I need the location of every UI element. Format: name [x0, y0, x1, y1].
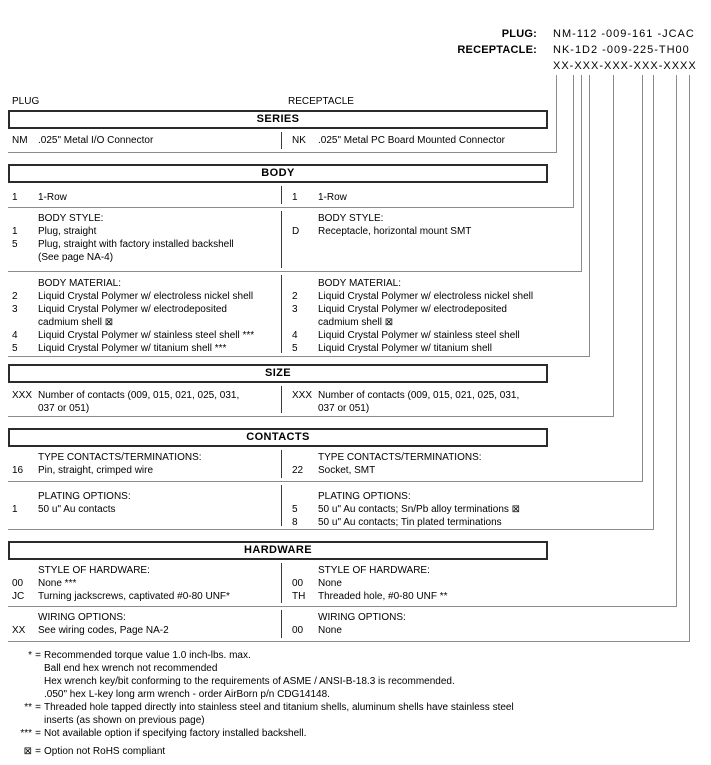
option-text: Liquid Crystal Polymer w/ electroless nickel shell [38, 291, 254, 302]
footnote-line: Ball end hex wrench not recommended [44, 663, 218, 674]
option-text: BODY MATERIAL: [318, 278, 401, 289]
column-divider [281, 132, 282, 149]
option-code: XXX [292, 390, 313, 401]
option-code [8, 316, 38, 329]
option-text: Pin, straight, crimped wire [38, 465, 154, 476]
option-row-body-material [8, 272, 548, 357]
option-text: PLATING OPTIONS: [318, 491, 411, 502]
column-divider [281, 386, 282, 413]
option-line [8, 464, 280, 477]
option-line [8, 342, 280, 355]
option-code [284, 277, 318, 290]
option-code [8, 251, 38, 264]
footnote [8, 727, 514, 740]
option-code: 1 [12, 504, 18, 515]
option-code [8, 451, 38, 464]
option-text: 037 or 051) [318, 403, 370, 414]
footnote-equals: = [35, 702, 41, 713]
option-line [8, 611, 280, 624]
option-text: BODY STYLE: [318, 213, 384, 224]
option-code: 1 [12, 226, 18, 237]
footnote-line: Recommended torque value 1.0 inch-lbs. max. [44, 650, 251, 661]
section-header-size [8, 364, 548, 383]
connector-line-contact-type [547, 75, 643, 482]
option-text: Liquid Crystal Polymer w/ electroless nickel shell [318, 291, 534, 302]
option-text: (See page NA-4) [38, 252, 114, 263]
section-header-contacts [8, 428, 548, 447]
option-code: 22 [292, 465, 304, 476]
option-line [284, 503, 548, 516]
option-text: Socket, SMT [318, 465, 376, 476]
receptacle-options-cell [284, 451, 548, 477]
option-line [8, 451, 280, 464]
option-line [8, 212, 280, 225]
option-line [8, 290, 280, 303]
option-row-body-rows [8, 183, 548, 208]
footnote-text [44, 649, 514, 701]
option-code: NM [12, 135, 28, 146]
option-code [284, 451, 318, 464]
option-line [284, 191, 548, 204]
option-text: Liquid Crystal Polymer w/ stainless steel shell *** [38, 330, 255, 341]
option-line [8, 225, 280, 238]
option-text: None [318, 625, 342, 636]
option-line [8, 134, 280, 147]
option-code: D [292, 226, 300, 237]
option-line [284, 451, 548, 464]
option-text: Threaded hole, #0-80 UNF ** [318, 591, 448, 602]
footnote-equals: = [35, 650, 41, 661]
option-line [284, 516, 548, 529]
receptacle-column-label: RECEPTACLE [288, 96, 354, 107]
option-line [8, 577, 280, 590]
option-line [284, 212, 548, 225]
section-header-label: BODY [261, 167, 295, 179]
option-code: 16 [12, 465, 24, 476]
option-code: 4 [12, 330, 18, 341]
option-code: XX [12, 625, 26, 636]
option-code [284, 316, 318, 329]
option-code [284, 490, 318, 503]
footnote-line: Hex wrench key/bit conforming to the requirements of ASME / ANSI-B-18.3 is recommended. [44, 676, 455, 687]
option-line [8, 402, 280, 415]
option-text: TYPE CONTACTS/TERMINATIONS: [318, 452, 482, 463]
option-text: TYPE CONTACTS/TERMINATIONS: [38, 452, 202, 463]
plug-options-cell [8, 191, 280, 204]
section-header-body [8, 164, 548, 183]
option-line [8, 329, 280, 342]
footnote [8, 649, 514, 701]
part-number-mask: XX-XXX-XXX-XXX-XXXX [553, 60, 697, 72]
option-code: 1 [12, 192, 18, 203]
option-text: Number of contacts (009, 015, 021, 025, 031, [318, 390, 520, 401]
footnote-symbol: * [28, 650, 32, 661]
option-code: 8 [292, 517, 298, 528]
option-code [8, 564, 38, 577]
receptacle-options-cell [284, 134, 548, 147]
footnote-text [44, 727, 514, 740]
receptacle-options-cell [284, 212, 548, 238]
option-code: 5 [12, 239, 18, 250]
plug-options-cell [8, 134, 280, 147]
footnote-line: Threaded hole tapped directly into stainless steel and titanium shells, aluminum shells have stainless steel [44, 702, 514, 713]
option-line [8, 564, 280, 577]
option-row-body-style [8, 208, 548, 272]
option-code: 1 [292, 192, 298, 203]
option-line [8, 590, 280, 603]
section-header-series [8, 110, 548, 129]
option-line [284, 402, 548, 415]
connector-line-body-style [547, 75, 582, 272]
section-header-label: SIZE [264, 367, 292, 379]
part-number-block [420, 26, 697, 74]
footnote-symbol: *** [20, 728, 32, 739]
option-text: WIRING OPTIONS: [38, 612, 126, 623]
option-text: 50 u" Au contacts; Tin plated terminations [318, 517, 502, 528]
option-text: See wiring codes, Page NA-2 [38, 625, 169, 636]
option-code: 2 [12, 291, 18, 302]
option-row-series [8, 129, 548, 153]
option-text: cadmium shell ⊠ [318, 317, 394, 328]
option-line [284, 490, 548, 503]
footnote-line: Option not RoHS compliant [44, 746, 166, 757]
option-text: WIRING OPTIONS: [318, 612, 406, 623]
option-code [8, 277, 38, 290]
option-line [284, 303, 548, 316]
plug-options-cell [8, 490, 280, 516]
option-text: 1-Row [38, 192, 67, 203]
plug-part-label: PLUG: [501, 28, 537, 40]
footnote-text [44, 701, 514, 727]
option-text: Number of contacts (009, 015, 021, 025, 031, [38, 390, 240, 401]
column-divider [281, 186, 282, 204]
option-text: Plug, straight [38, 226, 97, 237]
connector-line-hardware-style [547, 75, 677, 607]
part-number-mask-row [420, 58, 697, 74]
footnote-line: inserts (as shown on previous page) [44, 715, 205, 726]
plug-part-number-row [420, 26, 697, 42]
option-text: 50 u" Au contacts [38, 504, 116, 515]
option-text: Liquid Crystal Polymer w/ stainless steel shell [318, 330, 520, 341]
connector-line-body-material [547, 75, 590, 357]
connector-line-size [547, 75, 614, 417]
option-code [284, 611, 318, 624]
option-line [8, 624, 280, 637]
option-line [284, 290, 548, 303]
connector-line-wiring [547, 75, 690, 642]
plug-options-cell [8, 277, 280, 355]
receptacle-options-cell [284, 490, 548, 529]
option-code [8, 490, 38, 503]
section-header-hardware [8, 541, 548, 560]
option-code [284, 402, 318, 415]
footnote-symbol: ⊠ [23, 746, 32, 757]
option-line [284, 590, 548, 603]
option-line [284, 342, 548, 355]
option-line [284, 277, 548, 290]
column-divider [281, 211, 282, 268]
column-divider [281, 450, 282, 478]
option-text: PLATING OPTIONS: [38, 491, 131, 502]
column-divider [281, 610, 282, 638]
option-text: None [318, 578, 342, 589]
option-text: cadmium shell ⊠ [38, 317, 114, 328]
option-text: Liquid Crystal Polymer w/ titanium shell [318, 343, 492, 354]
receptacle-part-number-row [420, 42, 697, 58]
receptacle-options-cell [284, 611, 548, 637]
option-text: Liquid Crystal Polymer w/ electrodeposited [318, 304, 507, 315]
option-code: 00 [292, 625, 304, 636]
option-row-plating [8, 482, 548, 530]
option-text: Receptacle, horizontal mount SMT [318, 226, 472, 237]
option-text: BODY STYLE: [38, 213, 104, 224]
option-code [8, 402, 38, 415]
receptacle-part-number: NK-1D2 -009-225-TH00 [553, 44, 690, 56]
footnote-equals: = [35, 728, 41, 739]
option-text: Liquid Crystal Polymer w/ electrodeposited [38, 304, 227, 315]
option-row-wiring [8, 607, 548, 642]
option-text: STYLE OF HARDWARE: [38, 565, 150, 576]
option-text: 037 or 051) [38, 403, 90, 414]
option-text: STYLE OF HARDWARE: [318, 565, 430, 576]
option-text: 50 u" Au contacts; Sn/Pb alloy terminations ⊠ [318, 504, 521, 515]
option-line [284, 316, 548, 329]
option-row-contact-type [8, 447, 548, 482]
column-divider [281, 275, 282, 353]
option-line [8, 490, 280, 503]
receptacle-options-cell [284, 389, 548, 415]
option-line [8, 251, 280, 264]
option-text: BODY MATERIAL: [38, 278, 121, 289]
option-row-hardware-style [8, 560, 548, 607]
connector-line-body-row [547, 75, 574, 208]
option-line [8, 191, 280, 204]
receptacle-options-cell [284, 277, 548, 355]
option-text: .025" Metal I/O Connector [38, 135, 154, 146]
option-line [284, 611, 548, 624]
option-line [284, 225, 548, 238]
option-code: 00 [292, 578, 304, 589]
option-line [8, 503, 280, 516]
option-text: 1-Row [318, 192, 347, 203]
option-code: 00 [12, 578, 24, 589]
footnote-equals: = [35, 746, 41, 757]
option-line [284, 329, 548, 342]
option-code: JC [12, 591, 25, 602]
option-line [284, 389, 548, 402]
plug-options-cell [8, 611, 280, 637]
option-text: Liquid Crystal Polymer w/ titanium shell *** [38, 343, 227, 354]
section-header-label: CONTACTS [246, 431, 310, 443]
section-header-label: HARDWARE [244, 544, 312, 556]
option-code: 4 [292, 330, 298, 341]
section-header-label: SERIES [256, 113, 300, 125]
option-line [8, 238, 280, 251]
connector-line-series [547, 75, 557, 153]
footnote-line: Not available option if specifying factory installed backshell. [44, 728, 307, 739]
option-line [8, 303, 280, 316]
plug-options-cell [8, 451, 280, 477]
option-code [284, 212, 318, 225]
receptacle-part-label: RECEPTACLE: [457, 44, 537, 56]
option-text: Turning jackscrews, captivated #0-80 UNF* [38, 591, 230, 602]
option-text: .025" Metal PC Board Mounted Connector [318, 135, 505, 146]
footnote-text [44, 745, 514, 758]
footnote-line: .050" hex L-key long arm wrench - order AirBorn p/n CDG14148. [44, 689, 330, 700]
option-code: 3 [292, 304, 298, 315]
option-code [8, 212, 38, 225]
option-code: TH [292, 591, 306, 602]
plug-column-label: PLUG [12, 96, 40, 107]
option-code: 5 [12, 343, 18, 354]
plug-part-number: NM-112 -009-161 -JCAC [553, 28, 695, 40]
option-code: 2 [292, 291, 298, 302]
footnote-symbol: ** [24, 702, 32, 713]
option-line [284, 464, 548, 477]
option-code [284, 564, 318, 577]
option-text: Plug, straight with factory installed backshell [38, 239, 234, 250]
option-line [8, 389, 280, 402]
option-line [284, 134, 548, 147]
plug-options-cell [8, 564, 280, 603]
option-line [284, 624, 548, 637]
connector-line-plating [547, 75, 654, 530]
column-divider [281, 485, 282, 526]
option-text: None *** [38, 578, 77, 589]
receptacle-options-cell [284, 191, 548, 204]
footnote [8, 701, 514, 727]
footnote [8, 745, 514, 758]
option-code: XXX [12, 390, 33, 401]
option-code: 5 [292, 343, 298, 354]
option-line [8, 316, 280, 329]
option-line [284, 577, 548, 590]
option-code: 3 [12, 304, 18, 315]
column-divider [281, 563, 282, 603]
footnotes [8, 649, 514, 758]
receptacle-options-cell [284, 564, 548, 603]
option-code [8, 611, 38, 624]
option-code: 5 [292, 504, 298, 515]
plug-options-cell [8, 389, 280, 415]
option-code: NK [292, 135, 306, 146]
option-line [8, 277, 280, 290]
option-row-size [8, 383, 548, 417]
plug-options-cell [8, 212, 280, 264]
option-line [284, 564, 548, 577]
